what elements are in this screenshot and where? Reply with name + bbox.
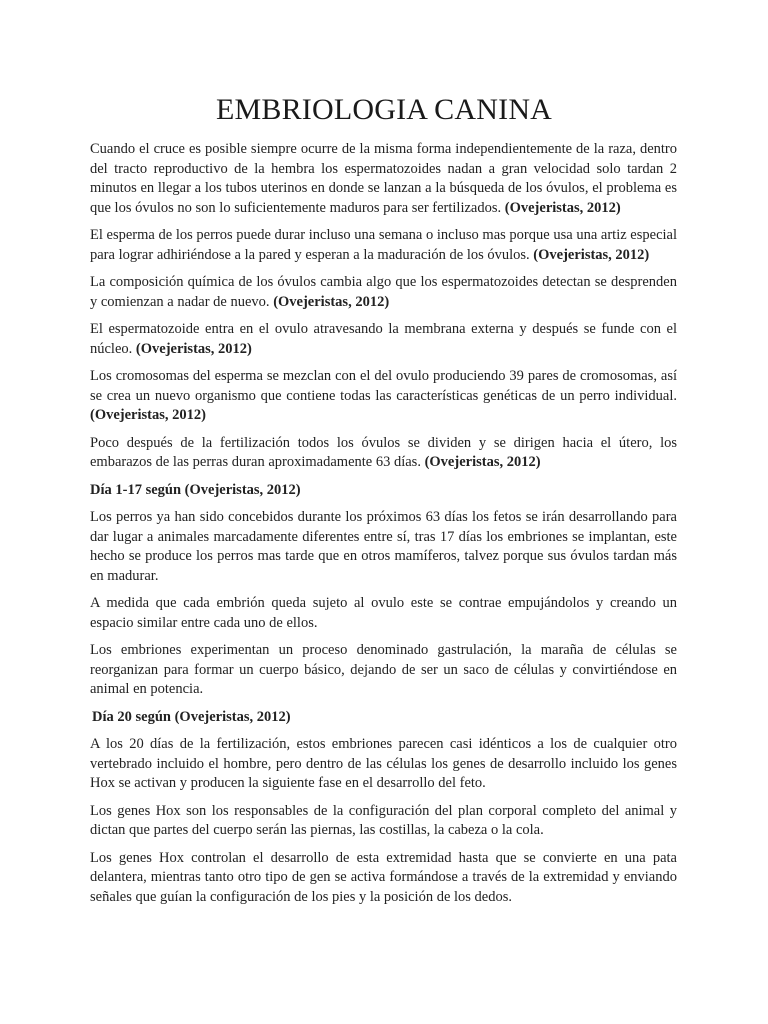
paragraph-1 [90,140,677,218]
paragraph-11: Los genes Hox son los responsables de la configuración del plan corporal completo del animal y dictan que partes del cuerpo serán las piernas, las costillas, la cabeza o la cola. [90,802,677,839]
paragraph-7: Los perros ya han sido concebidos durante los próximos 63 días los fetos se irán desarrollando para dar lugar a animales marcadamente diferentes entre sí, tras 17 días los embriones se implantan, este hecho se produce los perros mas tarde que en otros mamíferos, talvez porque sus óvulos tardan más en madurar. [90,509,677,584]
paragraph-text: Poco después de la fertilización todos los óvulos se dividen y se dirigen hacia el útero, los embarazos de las perras duran aproximadamente 63 días. [90,434,677,471]
paragraph-2 [90,226,677,265]
paragraph-6 [90,434,677,473]
citation: (Ovejeristas, 2012) [90,407,206,424]
section-heading-day-1-17: Día 1-17 según (Ovejeristas, 2012) [90,481,301,498]
citation: (Ovejeristas, 2012) [533,246,650,263]
document-title: EMBRIOLOGIA CANINA [215,93,553,126]
paragraph-text: Cuando el cruce es posible siempre ocurre de la misma forma independientemente de la raza, dentro del tracto reproductivo de la hembra los espermatozoides nadan a gran velocidad solo tardan 2 minutos en llegar a los tubos uterinos en donde se lanzan a la búsqueda de los óvulos, el problema es que los óvulos no son lo suficientemente maduros para ser fertilizados. [90,141,677,216]
paragraph-5 [90,367,677,426]
paragraph-8: A medida que cada embrión queda sujeto al ovulo este se contrae empujándolos y creando un espacio similar entre cada uno de ellos. [90,595,677,631]
paragraph-4 [90,320,677,359]
paragraph-9: Los embriones experimentan un proceso denominado gastrulación, la maraña de células se reorganizan para formar un cuerpo básico, dejando de ser un saco de células y convirtiéndose en animal en potencia. [90,642,677,698]
citation: (Ovejeristas, 2012) [135,340,252,357]
citation: (Ovejeristas, 2012) [273,293,390,310]
paragraph-text: El espermatozoide entra en el ovulo atravesando la membrana externa y después se funde con el núcleo. [90,321,677,357]
paragraph-12: Los genes Hox controlan el desarrollo de esta extremidad hasta que se convierte en una pata delantera, mientras tanto otro tipo de gen se activa formándose a través de la extremidad y enviando señales que guían la configuración de los pies y la posición de los dedos. [90,849,677,905]
citation: (Ovejeristas, 2012) [424,454,541,471]
paragraph-3 [90,273,677,312]
section-heading-day-20: Día 20 según (Ovejeristas, 2012) [92,708,291,725]
paragraph-text: El esperma de los perros puede durar incluso una semana o incluso mas porque usa una artiz especial para lograr adhiriéndose a la pared y esperan a la maduración de los óvulos. [90,227,677,263]
paragraph-text: Los cromosomas del esperma se mezclan con el del ovulo produciendo 39 pares de cromosomas, así se crea un nuevo organismo que contiene todas las características genéticas de un perro individual. [90,368,677,404]
citation: (Ovejeristas, 2012) [504,199,621,216]
paragraph-text: La composición química de los óvulos cambia algo que los espermatozoides detectan se desprenden y comienzan a nadar de nuevo. [90,274,677,310]
document-body [90,140,677,915]
paragraph-10: A los 20 días de la fertilización, estos embriones parecen casi idénticos a los de cualquier otro vertebrado incluido el hombre, pero dentro de las células los genes de desarrollo incluido los genes Hox se activan y producen la siguiente fase en el desarrollo del feto. [90,736,677,792]
